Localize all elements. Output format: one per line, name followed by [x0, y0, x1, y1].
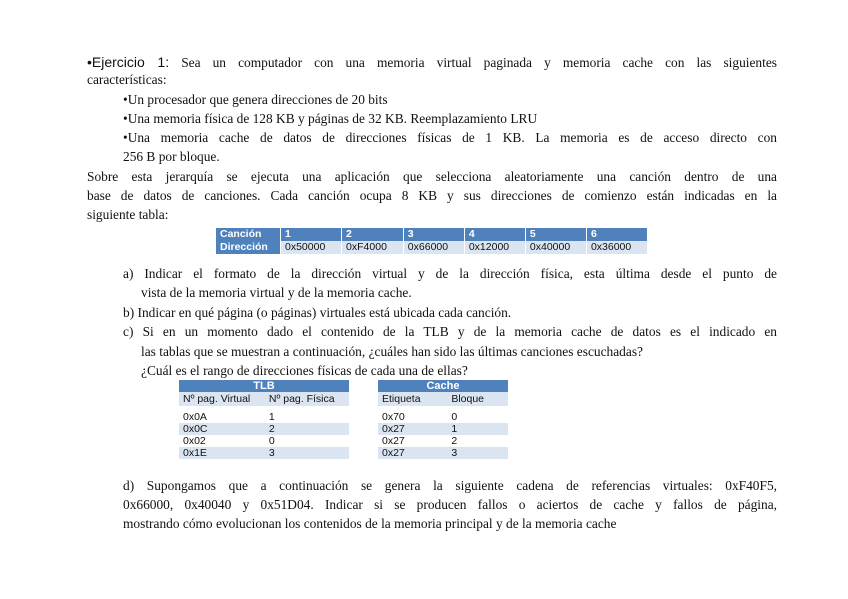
question-a-line-2: vista de la memoria virtual y de la memoria cache.: [141, 285, 412, 300]
question-d-line-3: mostrando cómo evolucionan los contenidos de la memoria principal y de la memoria cache: [123, 516, 617, 531]
exercise-intro-text: Sea un computador con una memoria virtual paginada y memoria cache con las siguientes: [181, 55, 777, 70]
paragraph-line-2: base de datos de canciones. Cada canción ocupa 8 KB y sus direcciones de comienzo están indicadas en la: [87, 188, 777, 203]
question-b: b) Indicar en qué página (o páginas) virtuales está ubicada cada canción.: [123, 305, 512, 320]
question-d-line-1: d) Supongamos que a continuación se genera la siguiente cadena de referencias virtuales: 0xF40F5,: [123, 478, 777, 493]
tlb-title: TLB: [179, 380, 349, 392]
bullet-1: •Un procesador que genera direcciones de 20 bits: [123, 92, 388, 107]
table-row: [378, 435, 508, 447]
song-number: 1: [281, 228, 342, 241]
cache-tag: 0x27: [382, 435, 405, 447]
song-address: 0xF4000: [342, 241, 404, 254]
question-c-line-2: las tablas que se muestran a continuación, ¿cuáles han sido las últimas canciones escuchadas?: [141, 344, 643, 359]
exercise-intro-line-2: características:: [87, 72, 167, 87]
tlb-physical-page: 1: [268, 411, 275, 423]
song-address: 0x50000: [281, 241, 342, 254]
table-row: [179, 435, 349, 447]
table-row: [378, 423, 508, 435]
cache-block: 2: [451, 435, 458, 447]
bullet-3-cont: 256 B por bloque.: [123, 149, 220, 164]
tlb-virtual-page: 0x02: [183, 435, 206, 447]
tlb-virtual-page: 0x0C: [183, 423, 208, 435]
song-address: 0x66000: [403, 241, 464, 254]
song-address: 0x12000: [464, 241, 525, 254]
table-row: [378, 447, 508, 459]
exercise-intro-line: [87, 53, 777, 72]
question-c-line-3: ¿Cuál es el rango de direcciones físicas de cada una de ellas?: [141, 363, 468, 378]
bullet-3: •Una memoria cache de datos de direcciones físicas de 1 KB. La memoria es de acceso directo con: [123, 130, 777, 145]
tlb-table: [179, 380, 349, 459]
cache-tag: 0x27: [382, 447, 405, 459]
tlb-virtual-page: 0x1E: [183, 447, 207, 459]
table-row: [378, 411, 508, 423]
cache-tag: 0x70: [382, 411, 405, 423]
song-address: 0x40000: [525, 241, 586, 254]
song-number: 4: [464, 228, 525, 241]
songs-address-row: [216, 241, 648, 254]
cache-block: 3: [451, 447, 458, 459]
song-number: 5: [525, 228, 586, 241]
tlb-physical-page: 2: [268, 423, 275, 435]
song-address: 0x36000: [586, 241, 647, 254]
songs-row-label: Canción: [216, 228, 281, 241]
cache-title: Cache: [378, 380, 508, 392]
table-row: [179, 411, 349, 423]
paragraph-line-3: siguiente tabla:: [87, 207, 169, 222]
tlb-header: Nº pag. Virtual: [183, 393, 251, 405]
paragraph-line-1: Sobre esta jerarquía se ejecuta una aplicación que selecciona aleatoriamente una canción dentro de una: [87, 169, 777, 184]
cache-header: Bloque: [451, 393, 485, 405]
table-row: [179, 447, 349, 459]
cache-tag: 0x27: [382, 423, 405, 435]
song-number: 3: [403, 228, 464, 241]
songs-number-row: [216, 228, 648, 241]
table-row: [179, 423, 349, 435]
tlb-physical-page: 3: [268, 447, 275, 459]
exercise-label: •Ejercicio 1:: [87, 54, 170, 70]
songs-table: [216, 228, 648, 254]
cache-block: 1: [451, 423, 458, 435]
songs-row-label: Dirección: [216, 241, 281, 254]
bullet-2: •Una memoria física de 128 KB y páginas de 32 KB. Reemplazamiento LRU: [123, 111, 538, 126]
question-d-line-2: 0x66000, 0x40040 y 0x51D04. Indicar si se producen fallos o aciertos de cache y fallos de página,: [123, 497, 777, 512]
tlb-physical-page: 0: [268, 435, 275, 447]
tlb-virtual-page: 0x0A: [183, 411, 207, 423]
song-number: 2: [342, 228, 404, 241]
question-a-line-1: a) Indicar el formato de la dirección virtual y de la dirección física, esta última desde el punto de: [123, 266, 777, 281]
question-c-line-1: c) Si en un momento dado el contenido de la TLB y de la memoria cache de datos es el indicado en: [123, 324, 777, 339]
tlb-header: Nº pag. Física: [268, 393, 335, 405]
cache-table: [378, 380, 508, 459]
cache-block: 0: [451, 411, 458, 423]
song-number: 6: [586, 228, 647, 241]
cache-header: Etiqueta: [382, 393, 421, 405]
